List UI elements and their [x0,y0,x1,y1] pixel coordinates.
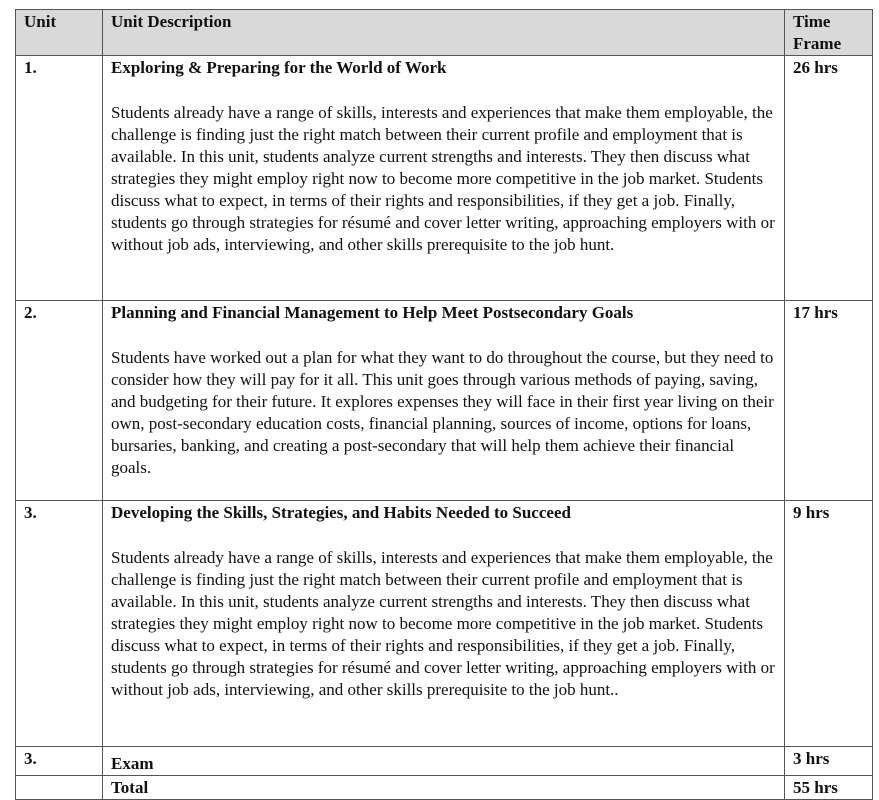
exam-time-cell: 3 hrs [785,747,873,776]
unit-description-cell [103,301,785,501]
unit-title: Developing the Skills, Strategies, and Habits Needed to Succeed [111,503,571,522]
total-row [16,776,873,800]
total-time-cell: 55 hrs [785,776,873,800]
exam-number-cell: 3. [16,747,103,776]
unit-time-cell: 17 hrs [785,301,873,501]
unit-description-cell [103,501,785,747]
unit-number-cell: 1. [16,56,103,301]
unit-row-3 [16,501,873,747]
unit-title: Planning and Financial Management to Help Meet Postsecondary Goals [111,303,634,322]
unit-time-cell: 9 hrs [785,501,873,747]
description-header: Unit Description [103,10,785,56]
exam-row [16,747,873,776]
course-units-table [15,9,873,800]
time-frame-header: Time Frame [785,10,873,56]
total-empty-cell [16,776,103,800]
unit-description: Students already have a range of skills, interests and experiences that make them employable, the challenge is finding just the right match between their current profile and employment that is available. In this unit, students analyze current strengths and interests. They then discuss what strategies they might employ right now to become more competitive in the job market. Students discuss what to expect, in terms of their rights and responsibilities, if they get a job. Finally, students go through strategies for résumé and cover letter writing, approaching employers with or without job ads, interviewing, and other skills prerequisite to the job hunt. [111,103,775,254]
exam-title-cell: Exam [103,747,785,776]
unit-header: Unit [16,10,103,56]
unit-row-2 [16,301,873,501]
unit-description: Students already have a range of skills, interests and experiences that make them employable, the challenge is finding just the right match between their current profile and employment that is available. In this unit, students analyze current strengths and interests. They then discuss what strategies they might employ right now to become more competitive in the job market. Students discuss what to expect, in terms of their rights and responsibilities, if they get a job. Finally, students go through strategies for résumé and cover letter writing, approaching employers with or without job ads, interviewing, and other skills prerequisite to the job hunt.. [111,548,775,699]
unit-time-cell: 26 hrs [785,56,873,301]
unit-row-1 [16,56,873,301]
unit-description: Students have worked out a plan for what they want to do throughout the course, but they need to consider how they will pay for it all. This unit goes through various methods of paying, saving, and budgeting for their future. It explores expenses they will face in their first year living on their own, post-secondary education costs, financial planning, sources of income, options for loans, bursaries, banking, and creating a post-secondary that will help them achieve their financial goals. [111,348,774,477]
unit-title: Exploring & Preparing for the World of Work [111,58,447,77]
unit-number-cell: 3. [16,501,103,747]
header-row [16,10,873,56]
unit-number-cell: 2. [16,301,103,501]
unit-description-cell [103,56,785,301]
total-title-cell: Total [103,776,785,800]
